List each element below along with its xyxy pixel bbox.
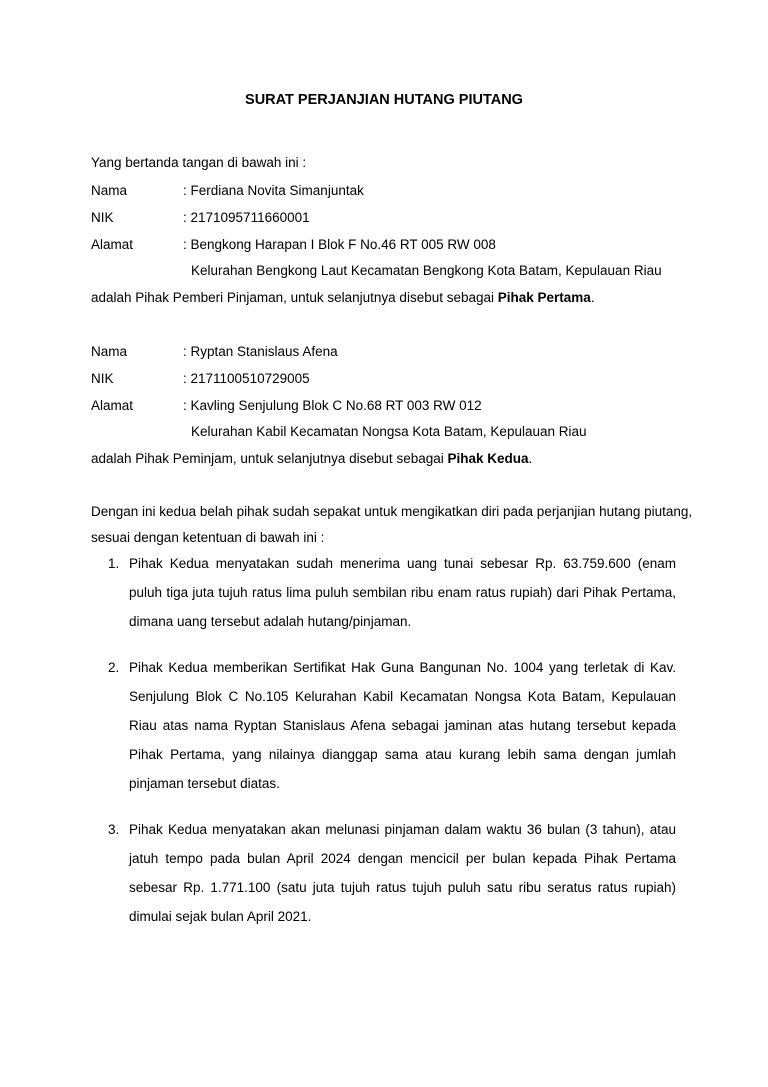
party2-role bbox=[91, 451, 532, 466]
party1-role-bold: Pihak Pertama bbox=[497, 290, 591, 305]
party2-name-row bbox=[91, 344, 338, 359]
party2-address-label: Alamat bbox=[91, 398, 134, 413]
party2-address-line1: : Kavling Senjulung Blok C No.68 RT 003 RW 012 bbox=[183, 398, 482, 413]
party1-name-value: : Ferdiana Novita Simanjuntak bbox=[183, 183, 364, 198]
intro-text: Yang bertanda tangan di bawah ini : bbox=[91, 155, 307, 170]
party1-role-text: adalah Pihak Pemberi Pinjaman, untuk selanjutnya disebut sebagai bbox=[91, 290, 498, 305]
party1-nik-row bbox=[91, 210, 310, 225]
party1-nik-value: : 2171095711660001 bbox=[183, 210, 310, 225]
party1-address-line1: : Bengkong Harapan I Blok F No.46 RT 005 RW 008 bbox=[183, 237, 496, 252]
party2-role-bold: Pihak Kedua bbox=[447, 451, 529, 466]
party2-nik-row bbox=[91, 371, 310, 386]
party2-name-value: : Ryptan Stanislaus Afena bbox=[183, 344, 338, 359]
item-2-text: Pihak Kedua memberikan Sertifikat Hak Guna Bangunan No. 1004 yang terletak di Kav. Senjulung Blok C No.105 Kelurahan Kabil Kecamatan Nongsa Kota Batam, Kepulauan Riau atas nama Ryptan Stanislaus Afena sebagai jaminan atas hutang tersebut kepada Pihak Pertama, yang nilainya dianggap sama atau kurang lebih sama dengan jumlah pinjaman tersebut diatas. bbox=[129, 660, 676, 791]
party2-name-label: Nama bbox=[91, 344, 128, 359]
party1-name-label: Nama bbox=[91, 183, 128, 198]
party2-nik-label: NIK bbox=[91, 371, 114, 386]
party1-nik-label: NIK bbox=[91, 210, 114, 225]
agreement-line2: sesuai dengan ketentuan di bawah ini : bbox=[91, 530, 325, 545]
item-1-number: 1. bbox=[108, 556, 120, 571]
party2-address-line2: Kelurahan Kabil Kecamatan Nongsa Kota Batam, Kepulauan Riau bbox=[191, 424, 587, 439]
item-3-text: Pihak Kedua menyatakan akan melunasi pinjaman dalam waktu 36 bulan (3 tahun), atau jatuh tempo pada bulan April 2024 dengan mencicil per bulan kepada Pihak Pertama sebesar Rp. 1.771.100 (satu juta tujuh ratus tujuh puluh satu ribu seratus ratus rupiah) dimulai sejak bulan April 2021. bbox=[129, 822, 676, 924]
party2-role-end: . bbox=[528, 451, 533, 466]
party2-nik-value: : 2171100510729005 bbox=[183, 371, 310, 386]
party1-address-line2: Kelurahan Bengkong Laut Kecamatan Bengkong Kota Batam, Kepulauan Riau bbox=[191, 263, 662, 278]
party1-address-row bbox=[91, 237, 496, 252]
party1-name-row bbox=[91, 183, 364, 198]
party1-address-label: Alamat bbox=[91, 237, 134, 252]
item-1-text: Pihak Kedua menyatakan sudah menerima uang tunai sebesar Rp. 63.759.600 (enam puluh tiga juta tujuh ratus lima puluh sembilan ribu enam ratus rupiah) dari Pihak Pertama, dimana uang tersebut adalah hutang/pinjaman. bbox=[129, 556, 676, 629]
item-2-number: 2. bbox=[108, 660, 120, 675]
item-3-number: 3. bbox=[108, 822, 120, 837]
agreement-line1: Dengan ini kedua belah pihak sudah sepakat untuk mengikatkan diri pada perjanjian hutang piutang, bbox=[91, 504, 693, 519]
party1-role bbox=[91, 290, 595, 305]
document-title: SURAT PERJANJIAN HUTANG PIUTANG bbox=[245, 92, 523, 108]
party2-role-text: adalah Pihak Peminjam, untuk selanjutnya disebut sebagai bbox=[91, 451, 448, 466]
party2-address-row bbox=[91, 398, 482, 413]
party1-role-end: . bbox=[590, 290, 595, 305]
